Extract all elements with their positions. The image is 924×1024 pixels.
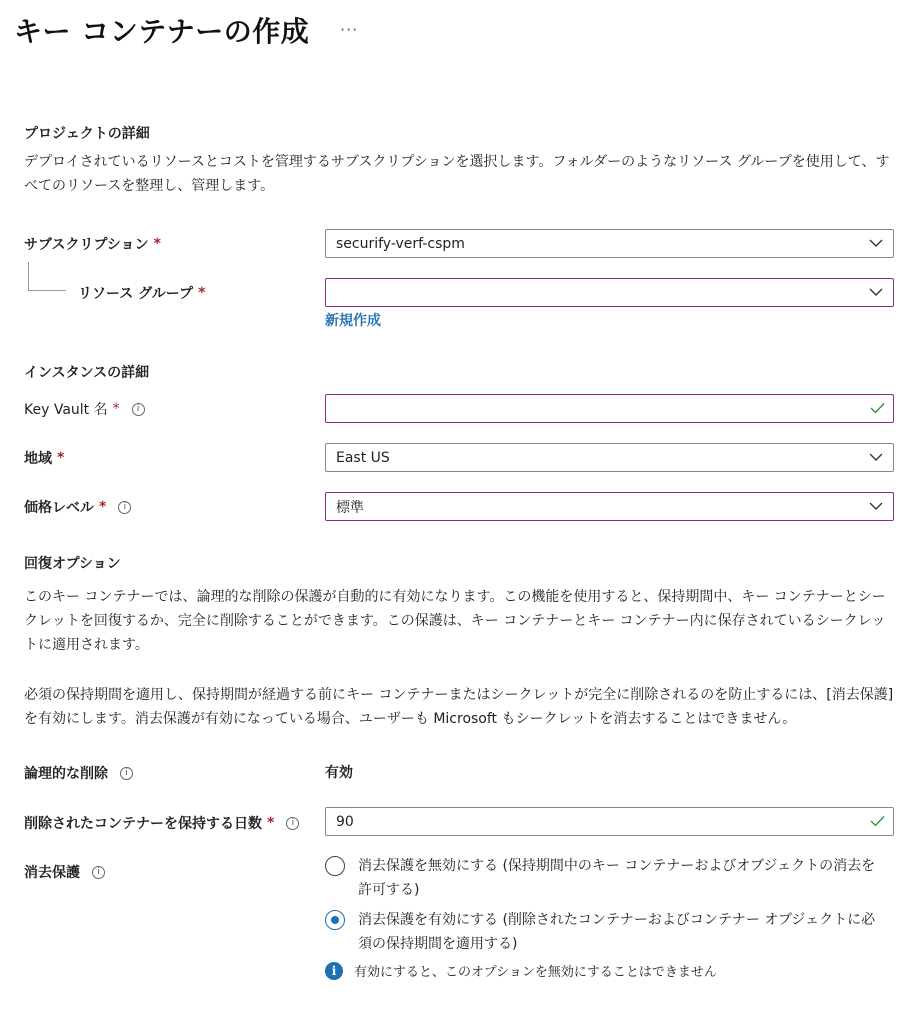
purge-disable-option[interactable] <box>325 854 888 902</box>
required-mark: * <box>57 450 65 466</box>
info-filled-icon: i <box>325 962 343 980</box>
chevron-down-icon <box>869 501 883 511</box>
purge-enable-radio[interactable] <box>325 910 345 930</box>
required-mark: * <box>112 401 120 417</box>
soft-delete-value: 有効 <box>325 765 353 781</box>
soft-delete-label <box>24 763 133 783</box>
subscription-label <box>24 234 161 254</box>
keyvault-name-label-text: Key Vault 名 <box>24 402 108 418</box>
purge-disable-radio[interactable] <box>325 856 345 876</box>
region-label-text: 地域 <box>24 451 52 467</box>
region-value: East US <box>336 449 390 466</box>
chevron-down-icon <box>869 287 883 297</box>
subscription-dropdown[interactable] <box>325 229 894 258</box>
required-mark: * <box>153 236 161 252</box>
instance-details-heading: インスタンスの詳細 <box>24 365 150 381</box>
chevron-down-icon <box>869 238 883 248</box>
purge-protection-label <box>24 862 105 882</box>
region-dropdown[interactable] <box>325 443 894 472</box>
pricing-tier-dropdown[interactable] <box>325 492 894 521</box>
keyvault-name-input[interactable] <box>325 394 894 423</box>
resource-group-label-text: リソース グループ <box>78 286 194 302</box>
chevron-down-icon <box>869 452 883 462</box>
soft-delete-label-text: 論理的な削除 <box>24 766 108 782</box>
pricing-tier-label-text: 価格レベル <box>24 500 94 516</box>
purge-protection-label-text: 消去保護 <box>24 865 80 881</box>
pricing-tier-value: 標準 <box>336 499 364 516</box>
retention-days-label-text: 削除されたコンテナーを保持する日数 <box>24 816 262 832</box>
checkmark-icon <box>870 815 885 827</box>
retention-days-input[interactable] <box>325 807 894 836</box>
page-title: キー コンテナーの作成 <box>14 15 310 48</box>
required-mark: * <box>267 815 275 831</box>
retention-days-label <box>24 813 299 833</box>
info-icon[interactable]: i <box>120 767 133 780</box>
project-details-description: デプロイされているリソースとコストを管理するサブスクリプションを選択します。フォルダーのようなリソース グループを使用して、すべてのリソースを整理し、管理します。 <box>24 154 890 194</box>
tree-connector-horizontal <box>28 290 66 291</box>
subscription-label-text: サブスクリプション <box>24 237 149 253</box>
project-details-heading: プロジェクトの詳細 <box>24 126 150 142</box>
info-icon[interactable]: i <box>132 403 145 416</box>
info-icon[interactable]: i <box>92 866 105 879</box>
required-mark: * <box>99 499 107 515</box>
recovery-options-heading: 回復オプション <box>24 556 121 572</box>
region-label <box>24 448 64 468</box>
purge-info-note <box>325 961 717 980</box>
subscription-value: securify-verf-cspm <box>336 235 465 252</box>
info-icon[interactable]: i <box>286 817 299 830</box>
resource-group-dropdown[interactable] <box>325 278 894 307</box>
purge-enable-option[interactable] <box>325 908 888 956</box>
keyvault-name-label <box>24 399 145 419</box>
checkmark-icon <box>870 402 885 414</box>
purge-disable-label: 消去保護を無効にする (保持期間中のキー コンテナーおよびオブジェクトの消去を許可する) <box>358 858 876 898</box>
purge-enable-label: 消去保護を有効にする (削除されたコンテナーおよびコンテナー オブジェクトに必須の保持期間を適用する) <box>358 912 876 952</box>
retention-days-value: 90 <box>336 813 354 830</box>
tree-connector-vertical <box>28 262 29 290</box>
purge-info-text: 有効にすると、このオプションを無効にすることはできません <box>354 965 717 980</box>
recovery-description-1: このキー コンテナーでは、論理的な削除の保護が自動的に有効になります。この機能を使用すると、保持期間中、キー コンテナーとシークレットを回復するか、完全に削除することができます。この保護は、キー コンテナーとキー コンテナー内に保存されているシークレットに適用されます。 <box>24 589 886 653</box>
info-icon[interactable]: i <box>118 501 131 514</box>
required-mark: * <box>198 285 206 301</box>
pricing-tier-label <box>24 497 131 517</box>
create-new-resource-group-link[interactable]: 新規作成 <box>325 313 381 329</box>
resource-group-label <box>78 283 205 303</box>
recovery-description-2: 必須の保持期間を適用し、保持期間が経過する前にキー コンテナーまたはシークレットが完全に削除されるのを防止するには、[消去保護] を有効にします。消去保護が有効になっている場合、ユーザーも Microsoft もシークレットを消去することはできません。 <box>24 687 894 727</box>
more-options-icon[interactable]: ··· <box>340 20 359 39</box>
